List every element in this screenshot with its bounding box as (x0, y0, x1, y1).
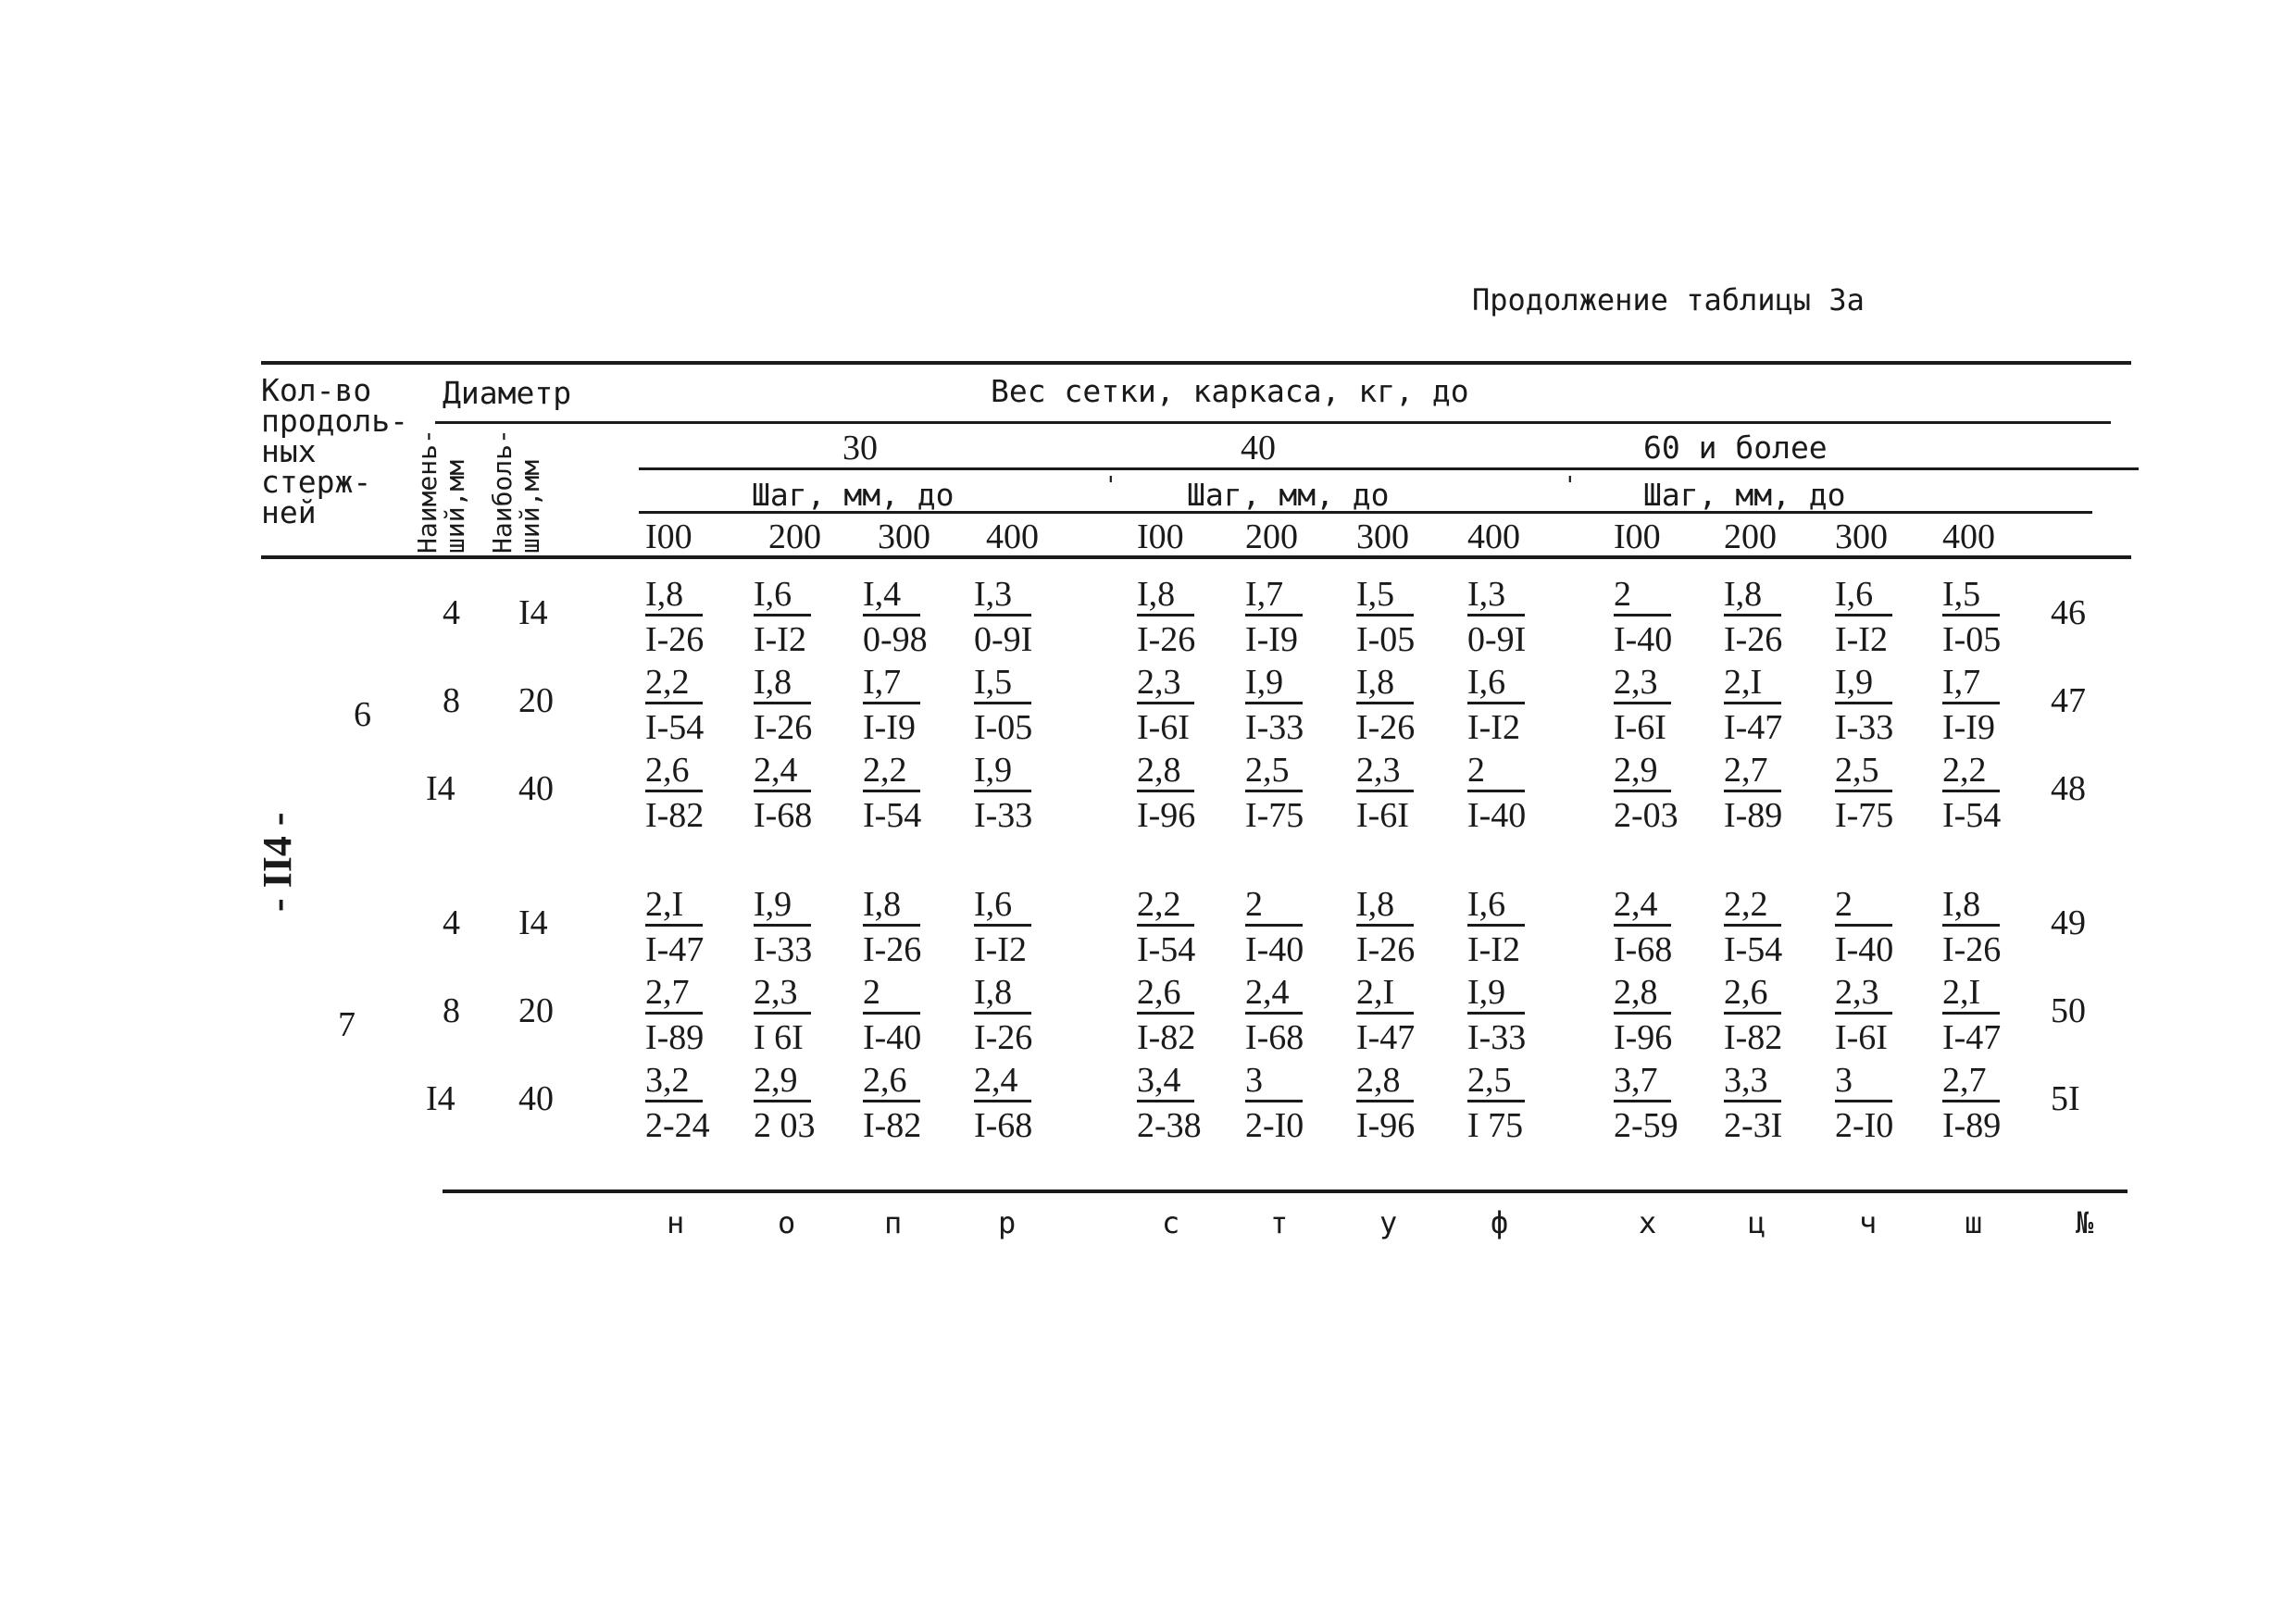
footer-letter: № (2076, 1205, 2094, 1240)
weight-cell (1137, 1060, 1239, 1147)
diam-min: 4 (443, 593, 460, 632)
weight-cell (1942, 972, 2044, 1059)
weight-code: I 75 (1467, 1105, 1524, 1145)
weight-cell (1614, 750, 1716, 837)
footer-letter: х (1639, 1205, 1657, 1240)
weight-code: I-54 (1724, 929, 1783, 969)
step-label-30: Шаг, мм, до (752, 477, 955, 513)
weight-value: I,8 (974, 975, 1031, 1015)
weight-cell (1942, 1060, 2044, 1147)
footer-letter: о (778, 1205, 796, 1240)
weight-cell (1137, 972, 1239, 1059)
weight-code: I-33 (974, 795, 1033, 835)
weight-value: 2,7 (645, 975, 703, 1015)
rod-count: 7 (338, 1005, 356, 1044)
weight-cell (1835, 1060, 1937, 1147)
weight-code: I-6I (1614, 707, 1666, 747)
weight-code: I-68 (1245, 1017, 1304, 1057)
weight-code: I-33 (754, 929, 813, 969)
weight-value: I,6 (1835, 577, 1892, 616)
weight-cell (974, 972, 1076, 1059)
weight-value: 2,I (1356, 975, 1414, 1015)
weight-cell (1245, 884, 1347, 971)
weight-code: I-68 (974, 1105, 1033, 1145)
weight-value: 2,3 (1356, 753, 1414, 792)
weight-value: 2,5 (1835, 753, 1892, 792)
weight-code: I-54 (645, 707, 705, 747)
diam-max: I4 (518, 903, 548, 942)
weight-code: I-I2 (1467, 929, 1520, 969)
weight-code: I-96 (1356, 1105, 1416, 1145)
weight-value: 2,4 (974, 1063, 1031, 1102)
footer-letter: ф (1491, 1205, 1509, 1240)
weight-value: 2,6 (645, 753, 703, 792)
weight-code: 2-3I (1724, 1105, 1783, 1145)
weight-cell (754, 1060, 855, 1147)
weight-cell (863, 574, 965, 661)
footer-letter: п (884, 1205, 903, 1240)
weight-code: I-47 (1356, 1017, 1416, 1057)
weight-rule (435, 421, 2111, 424)
footer-letter: р (998, 1205, 1017, 1240)
weight-value: 3 (1835, 1063, 1892, 1102)
weight-cell (645, 662, 747, 749)
weight-cell (754, 750, 855, 837)
table-top-rule (261, 361, 2131, 365)
weight-value: I,9 (1467, 975, 1525, 1015)
weight-value: I,5 (1356, 577, 1414, 616)
footer-letter: с (1162, 1205, 1180, 1240)
step-value: 300 (1835, 517, 1888, 556)
weight-code: I-I2 (1467, 707, 1520, 747)
weight-value: I,3 (974, 577, 1031, 616)
weight-code: 2-I0 (1835, 1105, 1894, 1145)
footer-letter: ц (1748, 1205, 1766, 1240)
step-value: 400 (1467, 517, 1520, 556)
weight-code: I-33 (1245, 707, 1304, 747)
group-label-30: 30 (842, 429, 878, 467)
weight-value: 3,3 (1724, 1063, 1781, 1102)
weight-code: 2-38 (1137, 1105, 1202, 1145)
weight-code: I-47 (645, 929, 705, 969)
weight-cell (1724, 662, 1826, 749)
step-value: I00 (645, 517, 693, 556)
weight-value: 3,7 (1614, 1063, 1671, 1102)
weight-value: I,7 (1245, 577, 1303, 616)
weight-cell (1835, 574, 1937, 661)
weight-cell (974, 574, 1076, 661)
weight-cell (1467, 884, 1569, 971)
table-caption: Продолжение таблицы 3а (1472, 282, 1865, 318)
weight-cell (1835, 750, 1937, 837)
weight-cell (1137, 750, 1239, 837)
weight-cell (1137, 884, 1239, 971)
diam-max: 40 (518, 769, 554, 808)
weight-cell (1467, 972, 1569, 1059)
weight-code: I-82 (1724, 1017, 1783, 1057)
header-count-line: ней (261, 494, 317, 530)
weight-cell (1724, 972, 1826, 1059)
weight-cell (1137, 662, 1239, 749)
weight-code: I-6I (1137, 707, 1190, 747)
header-count-line: Кол-во (261, 372, 372, 408)
weight-code: 0-9I (974, 619, 1033, 659)
weight-cell (863, 884, 965, 971)
weight-value: 2,8 (1137, 753, 1194, 792)
weight-cell (974, 1060, 1076, 1147)
diam-min: 4 (443, 903, 460, 942)
weight-cell (863, 1060, 965, 1147)
weight-code: I-33 (1467, 1017, 1527, 1057)
weight-cell (1942, 662, 2044, 749)
weight-code: I-75 (1835, 795, 1894, 835)
step-label-40: Шаг, мм, до (1187, 477, 1390, 513)
weight-code: I-89 (645, 1017, 705, 1057)
weight-code: I-82 (863, 1105, 922, 1145)
weight-value: 2,3 (1614, 665, 1671, 704)
weight-code: I-40 (1467, 795, 1527, 835)
weight-code: I-82 (1137, 1017, 1196, 1057)
weight-cell (645, 574, 747, 661)
weight-code: I-40 (1245, 929, 1304, 969)
weight-cell (1724, 884, 1826, 971)
weight-code: I-89 (1942, 1105, 2002, 1145)
weight-value: I,9 (974, 753, 1031, 792)
header-count (261, 372, 408, 530)
weight-code: I-26 (1137, 619, 1196, 659)
weight-code: I-40 (1835, 929, 1894, 969)
weight-code: I-I2 (974, 929, 1027, 969)
weight-value: 2,8 (1356, 1063, 1414, 1102)
weight-value: 2 (1835, 887, 1892, 927)
step-value: 400 (986, 517, 1039, 556)
weight-cell (645, 1060, 747, 1147)
header-count-line: стерж- (261, 464, 372, 500)
weight-cell (754, 972, 855, 1059)
weight-cell (1942, 884, 2044, 971)
weight-value: 2,6 (1724, 975, 1781, 1015)
weight-code: I-26 (974, 1017, 1033, 1057)
weight-value: 2,8 (1614, 975, 1671, 1015)
weight-cell (1724, 574, 1826, 661)
weight-value: 2,9 (754, 1063, 811, 1102)
weight-value: 2,3 (1137, 665, 1194, 704)
step-value: 300 (1356, 517, 1409, 556)
weight-value: I,6 (1467, 887, 1525, 927)
weight-cell (1835, 884, 1937, 971)
weight-value: 2,6 (1137, 975, 1194, 1015)
weight-value: I,7 (1942, 665, 2000, 704)
weight-code: I-26 (863, 929, 922, 969)
weight-value: 2,4 (1614, 887, 1671, 927)
weight-value: I,9 (1245, 665, 1303, 704)
weight-value: 2,7 (1724, 753, 1781, 792)
weight-code: I-47 (1724, 707, 1783, 747)
step-value: 200 (768, 517, 821, 556)
weight-value: 3,2 (645, 1063, 703, 1102)
tick-mark: ' (1563, 472, 1578, 500)
weight-code: I-96 (1614, 1017, 1673, 1057)
weight-code: I-68 (1614, 929, 1673, 969)
weight-code: I-I9 (1245, 619, 1298, 659)
weight-code: I-I2 (754, 619, 806, 659)
diam-max: 40 (518, 1079, 554, 1118)
step-value: 300 (878, 517, 930, 556)
weight-cell (1356, 750, 1458, 837)
weight-value: 2,4 (1245, 975, 1303, 1015)
weight-value: 2 (1245, 887, 1303, 927)
weight-value: 2,5 (1245, 753, 1303, 792)
weight-cell (1467, 750, 1569, 837)
step-value: I00 (1614, 517, 1661, 556)
weight-cell (645, 750, 747, 837)
weight-code: I-6I (1835, 1017, 1888, 1057)
diam-min: 8 (443, 991, 460, 1030)
weight-cell (1356, 1060, 1458, 1147)
row-index: 5I (2051, 1079, 2080, 1118)
weight-value: 2,I (645, 887, 703, 927)
weight-value: I,8 (1356, 887, 1414, 927)
weight-cell (1942, 750, 2044, 837)
weight-value: 2 (1614, 577, 1671, 616)
weight-value: 2,9 (1614, 753, 1671, 792)
weight-cell (1614, 972, 1716, 1059)
weight-code: I-33 (1835, 707, 1894, 747)
weight-cell (863, 662, 965, 749)
row-index: 48 (2051, 769, 2086, 808)
weight-cell (974, 662, 1076, 749)
diam-min: 8 (443, 681, 460, 720)
weight-value: 2,I (1942, 975, 2000, 1015)
row-index: 49 (2051, 903, 2086, 942)
weight-code: I-96 (1137, 795, 1196, 835)
weight-code: I-6I (1356, 795, 1409, 835)
weight-value: 2,6 (863, 1063, 920, 1102)
weight-cell (1245, 1060, 1347, 1147)
weight-cell (974, 750, 1076, 837)
weight-cell (1614, 662, 1716, 749)
weight-code: I-26 (1942, 929, 2002, 969)
weight-cell (1614, 1060, 1716, 1147)
weight-code: I-I2 (1835, 619, 1888, 659)
weight-value: I,8 (863, 887, 920, 927)
weight-code: I-68 (754, 795, 813, 835)
weight-code: I-26 (1356, 929, 1416, 969)
weight-cell (1614, 884, 1716, 971)
diam-max: I4 (518, 593, 548, 632)
weight-code: I-05 (974, 707, 1033, 747)
weight-cell (1467, 662, 1569, 749)
table-bottom-rule (443, 1189, 2128, 1193)
page-number: - II4 - (255, 812, 300, 912)
weight-value: I,6 (754, 577, 811, 616)
weight-cell (754, 662, 855, 749)
weight-value: I,8 (645, 577, 703, 616)
weight-value: I,9 (1835, 665, 1892, 704)
weight-value: 2,I (1724, 665, 1781, 704)
weight-cell (1835, 662, 1937, 749)
weight-value: 3,4 (1137, 1063, 1194, 1102)
weight-cell (1356, 972, 1458, 1059)
weight-cell (1467, 1060, 1569, 1147)
weight-code: I 6I (754, 1017, 804, 1057)
step-value: 200 (1245, 517, 1298, 556)
weight-value: I,9 (754, 887, 811, 927)
weight-code: I-89 (1724, 795, 1783, 835)
weight-value: I,8 (1724, 577, 1781, 616)
weight-value: 2,2 (1942, 753, 2000, 792)
weight-value: 2,2 (1137, 887, 1194, 927)
diam-min: I4 (426, 1079, 455, 1118)
weight-cell (645, 972, 747, 1059)
weight-value: I,8 (1942, 887, 2000, 927)
weight-value: I,5 (1942, 577, 2000, 616)
weight-code: I-54 (1137, 929, 1196, 969)
header-diameter: Диаметр (443, 375, 572, 411)
rod-count: 6 (354, 695, 371, 734)
weight-value: 2,3 (754, 975, 811, 1015)
weight-code: I-26 (1724, 619, 1783, 659)
weight-value: I,8 (1356, 665, 1414, 704)
weight-value: 2,3 (1835, 975, 1892, 1015)
weight-cell (1137, 574, 1239, 661)
weight-value: 2,2 (645, 665, 703, 704)
step-value: 200 (1724, 517, 1777, 556)
weight-code: 2-59 (1614, 1105, 1678, 1145)
weight-code: I-75 (1245, 795, 1304, 835)
weight-value: I,8 (1137, 577, 1194, 616)
weight-value: I,7 (863, 665, 920, 704)
weight-value: 3 (1245, 1063, 1303, 1102)
weight-cell (863, 972, 965, 1059)
weight-cell (754, 574, 855, 661)
weight-code: I-05 (1356, 619, 1416, 659)
weight-code: 0-98 (863, 619, 928, 659)
weight-cell (1614, 574, 1716, 661)
weight-code: 2-I0 (1245, 1105, 1304, 1145)
weight-value: I,3 (1467, 577, 1525, 616)
diam-max: 20 (518, 991, 554, 1030)
weight-cell (645, 884, 747, 971)
weight-value: I,5 (974, 665, 1031, 704)
weight-code: 2-24 (645, 1105, 710, 1145)
footer-letter: ч (1859, 1205, 1878, 1240)
row-index: 46 (2051, 593, 2086, 632)
weight-cell (1724, 1060, 1826, 1147)
weight-value: I,6 (1467, 665, 1525, 704)
weight-cell (1245, 574, 1347, 661)
weight-code: I-47 (1942, 1017, 2002, 1057)
weight-code: I-05 (1942, 619, 2002, 659)
weight-cell (754, 884, 855, 971)
header-diam-max: Наиболь-ший,мм (487, 429, 545, 554)
weight-cell (1724, 750, 1826, 837)
row-index: 47 (2051, 681, 2086, 720)
weight-code: I-40 (1614, 619, 1673, 659)
weight-value: 2 (1467, 753, 1525, 792)
weight-code: I-40 (863, 1017, 922, 1057)
weight-cell (1245, 750, 1347, 837)
weight-cell (1356, 662, 1458, 749)
weight-code: I-I9 (1942, 707, 1995, 747)
weight-value: 2,5 (1467, 1063, 1525, 1102)
weight-cell (1467, 574, 1569, 661)
footer-letter: ш (1965, 1205, 1983, 1240)
footer-letter: т (1270, 1205, 1289, 1240)
weight-code: I-82 (645, 795, 705, 835)
header-weight: Вес сетки, каркаса, кг, до (991, 373, 1469, 409)
weight-code: I-54 (863, 795, 922, 835)
weight-code: I-26 (1356, 707, 1416, 747)
weight-cell (1356, 574, 1458, 661)
footer-letter: у (1379, 1205, 1398, 1240)
weight-cell (1245, 972, 1347, 1059)
header-count-line: ных (261, 433, 317, 469)
weight-cell (974, 884, 1076, 971)
weight-value: 2,7 (1942, 1063, 2000, 1102)
weight-code: 2 03 (754, 1105, 816, 1145)
weight-cell (1356, 884, 1458, 971)
weight-value: I,6 (974, 887, 1031, 927)
weight-cell (863, 750, 965, 837)
weight-code: I-26 (645, 619, 705, 659)
header-diam-min: Наимень-ший,мм (412, 429, 470, 554)
weight-value: 2 (863, 975, 920, 1015)
weight-value: 2,2 (863, 753, 920, 792)
group-label-60: 60 и более (1643, 430, 1828, 466)
weight-value: 2,2 (1724, 887, 1781, 927)
tick-mark: ' (1104, 472, 1118, 500)
weight-value: I,8 (754, 665, 811, 704)
weight-code: 2-03 (1614, 795, 1678, 835)
diam-max: 20 (518, 681, 554, 720)
diam-min: I4 (426, 769, 455, 808)
weight-cell (1245, 662, 1347, 749)
weight-cell (1835, 972, 1937, 1059)
step-value: I00 (1137, 517, 1184, 556)
header-count-line: продоль- (261, 403, 408, 439)
weight-value: 2,4 (754, 753, 811, 792)
row-index: 50 (2051, 991, 2086, 1030)
step-label-60: Шаг, мм, до (1643, 477, 1846, 513)
weight-value: I,4 (863, 577, 920, 616)
weight-cell (1942, 574, 2044, 661)
group-label-40: 40 (1241, 429, 1276, 467)
weight-code: I-26 (754, 707, 813, 747)
weight-code: 0-9I (1467, 619, 1527, 659)
footer-letter: н (667, 1205, 685, 1240)
step-value: 400 (1942, 517, 1995, 556)
weight-code: I-54 (1942, 795, 2002, 835)
weight-code: I-I9 (863, 707, 916, 747)
